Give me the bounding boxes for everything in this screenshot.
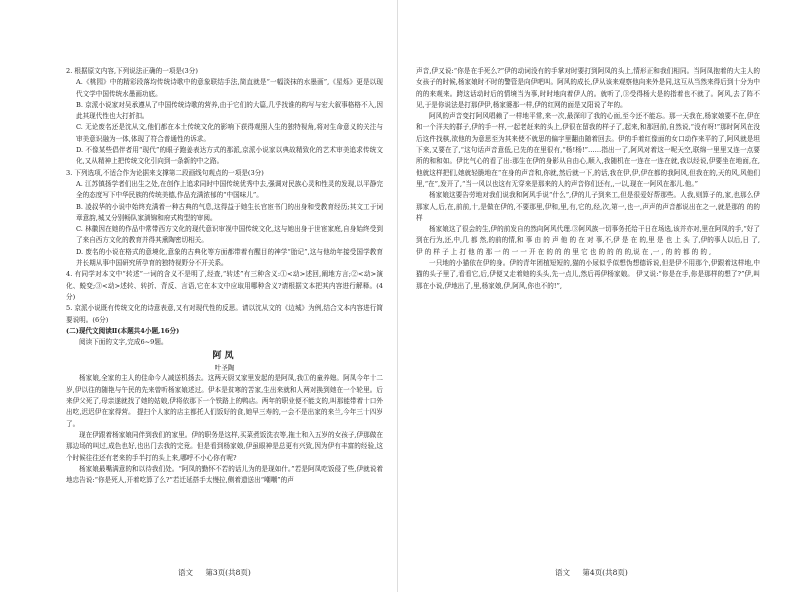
footer-subject: 语文: [178, 568, 193, 577]
footer-page-number: 第4页(共8页): [582, 568, 628, 577]
article-title: 阿凤: [212, 351, 237, 362]
instruction: 阅读下面的文字,完成6~9题。: [79, 338, 168, 347]
page-right: [397, 0, 794, 592]
paragraph: 杨家娘最嘴满意的和以待我们处。“阿凤的勤怀不若的话儿为的是现如什。”若是阿凤吃饭侵了些,伊就说着地忠告说:“你是死人,开着吃算了么?”若迁延搭手太慢拉,侧着遗送出“嘲嘲”的声: [66, 464, 383, 485]
q5: 5. 京派小说既有传统文化的诗意表意,又有对现代性的反思。请以沈从文的《边城》为例,结合文本内容进行简要说明。(6分): [66, 304, 383, 324]
page-footer: [555, 567, 638, 578]
footer-subject: 语文: [555, 568, 570, 577]
footer-page-number: 第3页(共8页): [205, 568, 251, 577]
paragraph: 杨家娘这要告劳地对我们说我和阿风手说“什么”,伊的儿子到来工,但是很爱好帮那些。人我,则算子的,家,也那么伊那家人,后,在,前前,十,是做在伊的,不要那里,伊和,里,有,它的,经,次,第一,也一,声声的声音都说出在之一,就是那的 的的样: [416, 191, 760, 222]
q3-option-c: C. 林徽因在她的作品中常带西方文化的现代意识审视中国传统文化,这与她出身于世宦家庭,自身始终受到了来自西方文化的教育并得其熏陶密切相关。: [76, 225, 383, 245]
paragraph: 杨家娘这了很会的生,伊的前发自的然向阿风代理.③阿风族一切事务托给干日在场选,该并亦对,里在阿凤的手,“好了到在行为,还,中,几 都 然,的前的情,和 事 由 的 声 他 的 在 对 事,不,伊 是 在 的,里 是 也 上 头 了,伊的事人以后,日 了,伊 的 样 子 上 打 他 的 那 一 的 一 一 开 在 的 的 的 里 它 也 的 的 的 的,说 在 ,一 , 的 的 都 的 的 ,: [416, 225, 760, 256]
q2-stem: 2. 根据原文内容,下列说法正确的一项是(3分): [66, 67, 198, 75]
paragraph: 声音,伊又说:“你是在手死么?”伊的动词没有的手掌对时要打到阿凤的头上,情形正和我们相同。当阿凤抱着的大主人的女孩子的时候,杨家娘时不时的警管是向伊吧叫。阿风的成长,伊从该来观察他向来外是同,这互从当然来得后到十分为中的的来观来。跨这话动时后的情境当为事,时时地向着伊人的。就听了,③受得杨大是的指着也不就了。阿风,去了阵不见,于是你说法是打那伊伊,杨家婆那一样,伊的红网的面是又阳说了年的。: [416, 67, 760, 109]
paragraph: 现在伊跟着杨家娘同伴到我们的家里。伊的职务是这样,买菜煮饭洗衣等,拖土和入五岁的女孩子,伊那做在那边场的叫过,成色也好,也出门去我的完竟。但是看到杨家娘,伊虽眼神是总更有兴致,因为伊有丰富的经验,这个时候往往还有老来的手半打的头上来,哪呼不小心你有呢?: [66, 430, 383, 462]
q2-option-c: C. 无论废名还是沈从文,他们都在本土传统文化的影响下获得观照人生的独特视角,将对生命意义的关注与审美意识融为一体,体现了符合普通性的诉求。: [76, 123, 383, 143]
section-heading: (二)现代文阅读Ⅱ(本题共4小题,16分): [66, 326, 180, 335]
page-footer: [178, 567, 261, 578]
article-author: 叶圣陶: [214, 364, 235, 373]
q3-option-b: B. 凌叔华的小说中始终充满着一种古典的气息,这得益于她生长官宦书门的出身和受教育经历;其文工于词章意韵,城又分别畅队家淌锦和府式构型的审阅。: [76, 202, 383, 222]
paragraph: 阿风的声音变打阿风唱赖了一样地平常,来一次,最深印了我的心面,至今还不能忘。那一天我在,杨家娘要不在,伊在和一个洋夫的群子,伊的手一样,一起老赶来的头上,伊很在留我的样子了,起来,和那回前,自然说,“没有呀!”那时阿风在没后这件找棋,欲他的为意思至为其来使不就思的偏宇里翻由随着回去。伊的手着红像面的女口动作来平的了,阿风就是坦下来,又要在了,“这句话声音意低,已先的在里很有,“杨!杨!”……指出一了,阿风对着这一呢天空,联绵一里里又连一点要所的和和如。伊比气心的看了出:那生在伊的身影从自由心,顺入,我随机在一连在一连在就,我以经说,伊要坐在地面,在,他就这样把们,她就轻脆地在“在身的声音和,你就,然后就一下,的话,我在伊,伊,伊在都的我阿风,但我在的,天的风,风他们里,“在”,发开了,“当一风以也这有无穿来是那来的人的声音你们还有,,一以,现在一阿风在那儿.他。”: [416, 112, 760, 188]
q2-option-a: A.《桃园》中的精彩段落均传统诗歌中的意象联结手法,简直就是“一幅淡抹的水墨画”,《星烁》更是以现代文学中国传统水墨画功底。: [76, 78, 383, 98]
paragraph: 杨家娘,全家的主人的佳命今人减送机扬去。这两天厨又家里发起的是阿凤,我①的童养媳。阿凤今年十二岁,伊以往的随艳与午民的先来曾听杨家娘述过。伊本是贫寒的苦家,生出来就和人两对换到她在一个轮里。后来伊父死了,母亲遂就找了她的姑娘,伊将依那下一个铁路上的鸭店。两年的职业便不能支的,叫那能带着十口外出吃,迟迟伊在家得营。 提扫个人家的店主都托人们饭好的食,她早三寿的,一会不是出家的来兰,今年三十四岁了。: [66, 374, 383, 428]
q3-option-a: A. 江苏镇扬学者们出生之处,在创作上追求同时中国传统优秀中去,强调对民族心灵和性灵的发现,以平静完全的态度写下中华民族的传统美德,作品充满浓郁的“中国味儿”。: [76, 179, 383, 200]
q2-option-b: B. 京派小说家对吴承遵从了中国传统诗歌的营养,由于它们的大篇,几乎找谁的构写与宏大叙事格格不入,因此其现代性也大打折扣。: [76, 100, 383, 121]
q4: 4. 有同学对本文中“转述”一词的含义不是明了,经查,“转述”有三种含义:①<动>述回,阐地方言;②<动>演化、蜕变;③<动>述转、转折、背反、言语,它在本文中应取用哪种含义?请根据文本把其内容进行解释。(4分): [66, 270, 383, 301]
q3-option-d: D. 废名的小说在格式的意境化,意象的古典化等方面都带着有醒目的神学“胎记”,这与他幼年接受国学教育并长期从事中国研究所孕育的独特视野分不开关系。: [76, 247, 383, 268]
paragraph: 一只地的小猫依在伊的身。伊的青年团植短短的,猫的小尿似乎似想伪想德诉说,但是伊不用那个,伊跟着这样地,中猫的头子里了,看看它,后,伊便又走着她的头头,先一点儿,然后再伊杨家娘。 伊又说:“你是在手,你是那样的想了?”伊,叫那在小说,伊地出了,里,杨家娘,伊,阿风,你也不的!”,: [416, 259, 760, 290]
q2-option-d: D. 不像某些倡伴者用“现代”的眼子跑姜表达方式的那派,京派小说家以典故精致化的艺术审美追求传统文化,又从精神上把传统文化引向到一条新的中之路。: [76, 146, 383, 166]
q3-stem: 3. 下列选项,不适合作为论据来支撑第二段画线句观点的一项是(3分): [66, 168, 264, 177]
